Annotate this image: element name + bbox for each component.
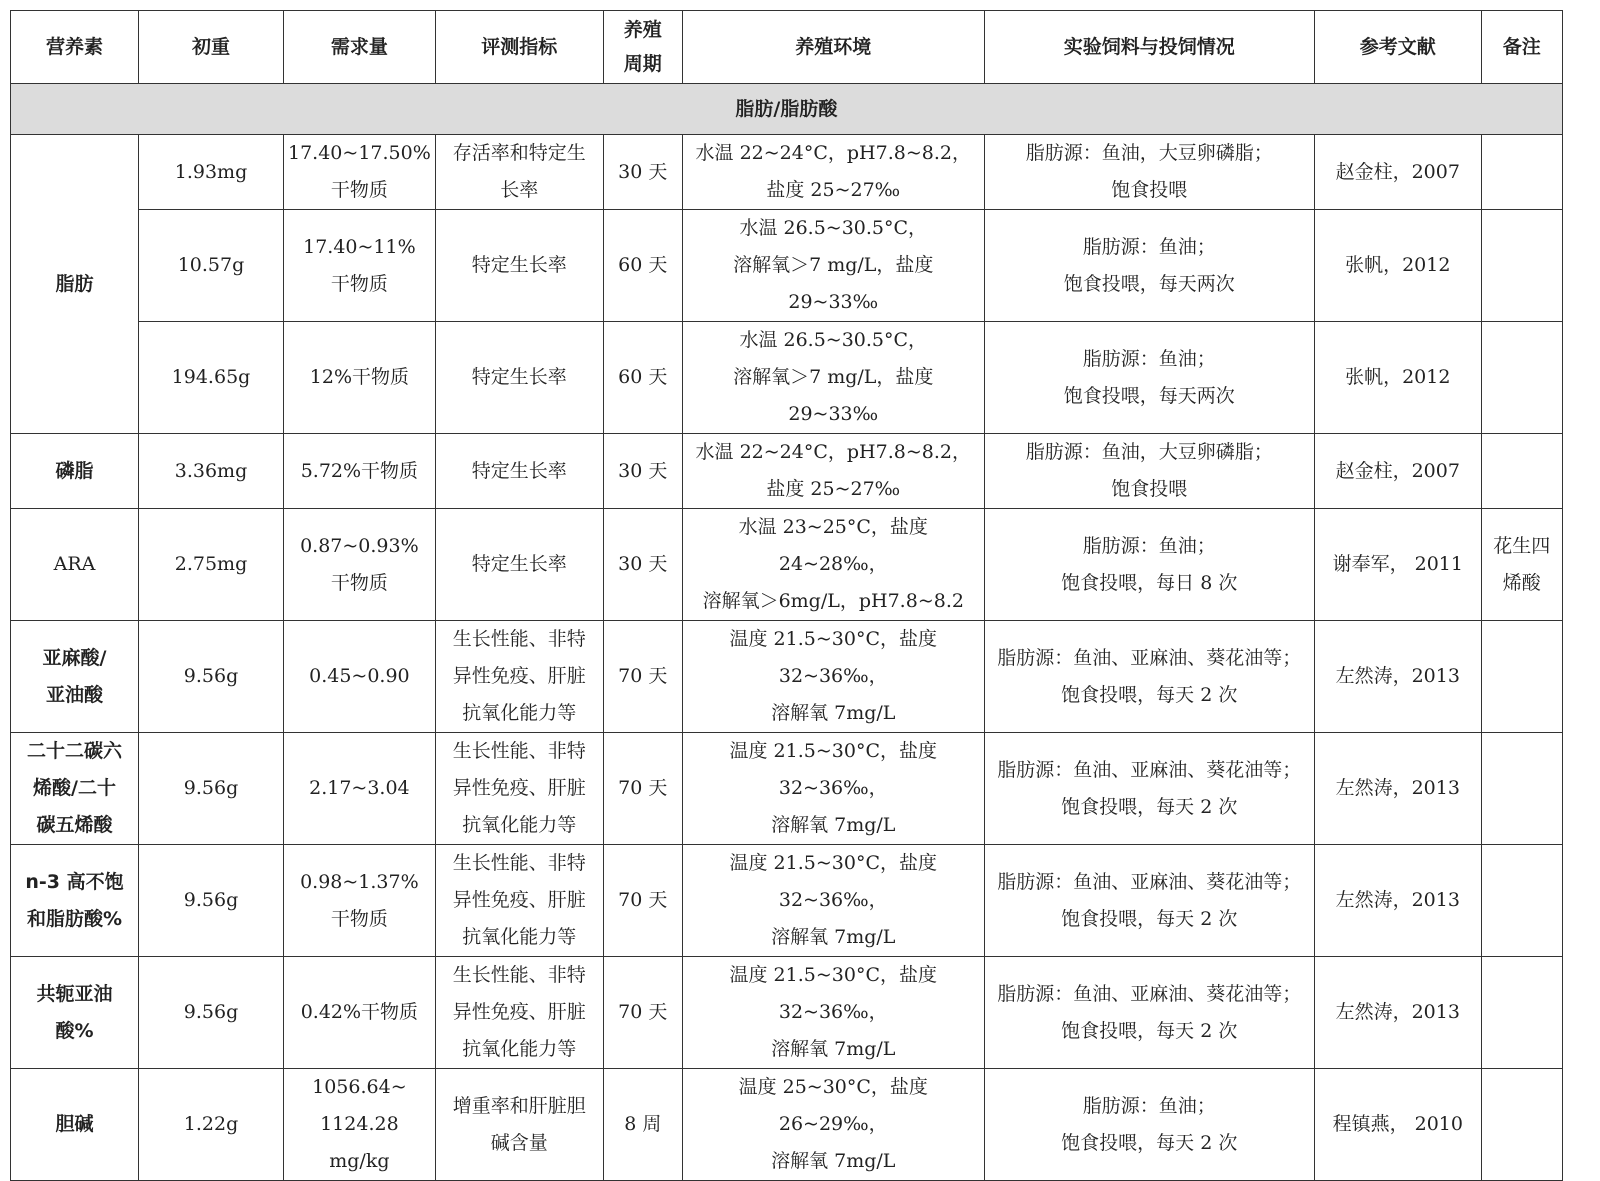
note-cell — [1481, 957, 1562, 1069]
demand-cell: 0.42%干物质 — [284, 957, 436, 1069]
period-cell: 30 天 — [603, 509, 682, 621]
period-cell: 70 天 — [603, 621, 682, 733]
demand-cell: 0.45~0.90 — [284, 621, 436, 733]
nutrient-cell: 胆碱 — [11, 1069, 139, 1181]
demand-cell: 17.40~11% 干物质 — [284, 210, 436, 322]
nutrient-cell: 亚麻酸/ 亚油酸 — [11, 621, 139, 733]
header-initial-weight: 初重 — [139, 11, 284, 84]
feed-cell: 脂肪源：鱼油； 饱食投喂，每天两次 — [984, 322, 1314, 434]
index-cell: 生长性能、非特 异性免疫、肝脏 抗氧化能力等 — [435, 845, 603, 957]
index-cell: 特定生长率 — [435, 509, 603, 621]
table-row — [11, 845, 1563, 957]
note-cell — [1481, 434, 1562, 509]
weight-cell: 2.75mg — [139, 509, 284, 621]
feed-cell: 脂肪源：鱼油，大豆卵磷脂； 饱食投喂 — [984, 135, 1314, 210]
nutrient-requirement-table — [10, 10, 1563, 1181]
feed-cell: 脂肪源：鱼油； 饱食投喂，每天两次 — [984, 210, 1314, 322]
reference-cell: 张帆，2012 — [1314, 210, 1481, 322]
feed-cell: 脂肪源：鱼油、亚麻油、葵花油等； 饱食投喂，每天 2 次 — [984, 845, 1314, 957]
note-cell — [1481, 621, 1562, 733]
table-row — [11, 135, 1563, 210]
feed-cell: 脂肪源：鱼油，大豆卵磷脂； 饱食投喂 — [984, 434, 1314, 509]
period-cell: 60 天 — [603, 210, 682, 322]
demand-cell: 5.72%干物质 — [284, 434, 436, 509]
demand-cell: 17.40~17.50% 干物质 — [284, 135, 436, 210]
feed-cell: 脂肪源：鱼油、亚麻油、葵花油等； 饱食投喂，每天 2 次 — [984, 621, 1314, 733]
header-nutrient: 营养素 — [11, 11, 139, 84]
weight-cell: 9.56g — [139, 845, 284, 957]
note-cell: 花生四 烯酸 — [1481, 509, 1562, 621]
reference-cell: 张帆，2012 — [1314, 322, 1481, 434]
reference-cell: 左然涛，2013 — [1314, 957, 1481, 1069]
feed-cell: 脂肪源：鱼油、亚麻油、葵花油等； 饱食投喂，每天 2 次 — [984, 957, 1314, 1069]
weight-cell: 9.56g — [139, 957, 284, 1069]
weight-cell: 9.56g — [139, 621, 284, 733]
table-row — [11, 957, 1563, 1069]
feed-cell: 脂肪源：鱼油； 饱食投喂，每天 2 次 — [984, 1069, 1314, 1181]
nutrient-cell: 共轭亚油 酸% — [11, 957, 139, 1069]
table-row — [11, 322, 1563, 434]
index-cell: 生长性能、非特 异性免疫、肝脏 抗氧化能力等 — [435, 957, 603, 1069]
nutrient-cell: ARA — [11, 509, 139, 621]
environment-cell: 温度 21.5~30°C，盐度 32~36‰， 溶解氧 7mg/L — [682, 733, 984, 845]
header-period: 养殖 周期 — [603, 11, 682, 84]
note-cell — [1481, 733, 1562, 845]
table-row — [11, 210, 1563, 322]
environment-cell: 温度 21.5~30°C，盐度 32~36‰， 溶解氧 7mg/L — [682, 621, 984, 733]
index-cell: 特定生长率 — [435, 322, 603, 434]
period-cell: 60 天 — [603, 322, 682, 434]
nutrient-cell: 脂肪 — [11, 135, 139, 434]
feed-cell: 脂肪源：鱼油； 饱食投喂，每日 8 次 — [984, 509, 1314, 621]
weight-cell: 1.22g — [139, 1069, 284, 1181]
index-cell: 增重率和肝脏胆 碱含量 — [435, 1069, 603, 1181]
header-requirement: 需求量 — [284, 11, 436, 84]
reference-cell: 左然涛，2013 — [1314, 733, 1481, 845]
header-feed: 实验饲料与投饲情况 — [984, 11, 1314, 84]
environment-cell: 水温 23~25°C，盐度 24~28‰， 溶解氧＞6mg/L，pH7.8~8.2 — [682, 509, 984, 621]
reference-cell: 赵金柱，2007 — [1314, 434, 1481, 509]
period-cell: 30 天 — [603, 135, 682, 210]
environment-cell: 水温 22~24°C，pH7.8~8.2， 盐度 25~27‰ — [682, 434, 984, 509]
table-row — [11, 733, 1563, 845]
environment-cell: 水温 26.5~30.5°C， 溶解氧＞7 mg/L，盐度 29~33‰ — [682, 322, 984, 434]
period-cell: 8 周 — [603, 1069, 682, 1181]
note-cell — [1481, 322, 1562, 434]
environment-cell: 温度 21.5~30°C，盐度 32~36‰， 溶解氧 7mg/L — [682, 845, 984, 957]
environment-cell: 水温 26.5~30.5°C， 溶解氧＞7 mg/L，盐度 29~33‰ — [682, 210, 984, 322]
reference-cell: 左然涛，2013 — [1314, 621, 1481, 733]
weight-cell: 10.57g — [139, 210, 284, 322]
reference-cell: 赵金柱，2007 — [1314, 135, 1481, 210]
table-row — [11, 1069, 1563, 1181]
table-row — [11, 621, 1563, 733]
header-reference: 参考文献 — [1314, 11, 1481, 84]
reference-cell: 程镇燕， 2010 — [1314, 1069, 1481, 1181]
index-cell: 特定生长率 — [435, 434, 603, 509]
nutrient-cell: n-3 高不饱 和脂肪酸% — [11, 845, 139, 957]
note-cell — [1481, 210, 1562, 322]
demand-cell: 2.17~3.04 — [284, 733, 436, 845]
demand-cell: 0.98~1.37% 干物质 — [284, 845, 436, 957]
environment-cell: 温度 21.5~30°C，盐度 32~36‰， 溶解氧 7mg/L — [682, 957, 984, 1069]
period-cell: 70 天 — [603, 733, 682, 845]
period-cell: 70 天 — [603, 957, 682, 1069]
index-cell: 存活率和特定生 长率 — [435, 135, 603, 210]
index-cell: 特定生长率 — [435, 210, 603, 322]
weight-cell: 9.56g — [139, 733, 284, 845]
weight-cell: 1.93mg — [139, 135, 284, 210]
header-note: 备注 — [1481, 11, 1562, 84]
period-cell: 70 天 — [603, 845, 682, 957]
reference-cell: 谢奉军， 2011 — [1314, 509, 1481, 621]
note-cell — [1481, 845, 1562, 957]
nutrient-cell: 磷脂 — [11, 434, 139, 509]
header-row — [11, 11, 1563, 84]
note-cell — [1481, 135, 1562, 210]
table-row — [11, 509, 1563, 621]
period-cell: 30 天 — [603, 434, 682, 509]
reference-cell: 左然涛，2013 — [1314, 845, 1481, 957]
note-cell — [1481, 1069, 1562, 1181]
environment-cell: 温度 25~30°C，盐度 26~29‰， 溶解氧 7mg/L — [682, 1069, 984, 1181]
header-environment: 养殖环境 — [682, 11, 984, 84]
header-index: 评测指标 — [435, 11, 603, 84]
demand-cell: 12%干物质 — [284, 322, 436, 434]
table-row — [11, 434, 1563, 509]
feed-cell: 脂肪源：鱼油、亚麻油、葵花油等； 饱食投喂，每天 2 次 — [984, 733, 1314, 845]
demand-cell: 0.87~0.93% 干物质 — [284, 509, 436, 621]
weight-cell: 194.65g — [139, 322, 284, 434]
index-cell: 生长性能、非特 异性免疫、肝脏 抗氧化能力等 — [435, 621, 603, 733]
index-cell: 生长性能、非特 异性免疫、肝脏 抗氧化能力等 — [435, 733, 603, 845]
demand-cell: 1056.64~ 1124.28 mg/kg — [284, 1069, 436, 1181]
environment-cell: 水温 22~24°C，pH7.8~8.2， 盐度 25~27‰ — [682, 135, 984, 210]
section-row — [11, 84, 1563, 135]
weight-cell: 3.36mg — [139, 434, 284, 509]
section-title: 脂肪/脂肪酸 — [11, 84, 1563, 135]
nutrient-cell: 二十二碳六 烯酸/二十 碳五烯酸 — [11, 733, 139, 845]
